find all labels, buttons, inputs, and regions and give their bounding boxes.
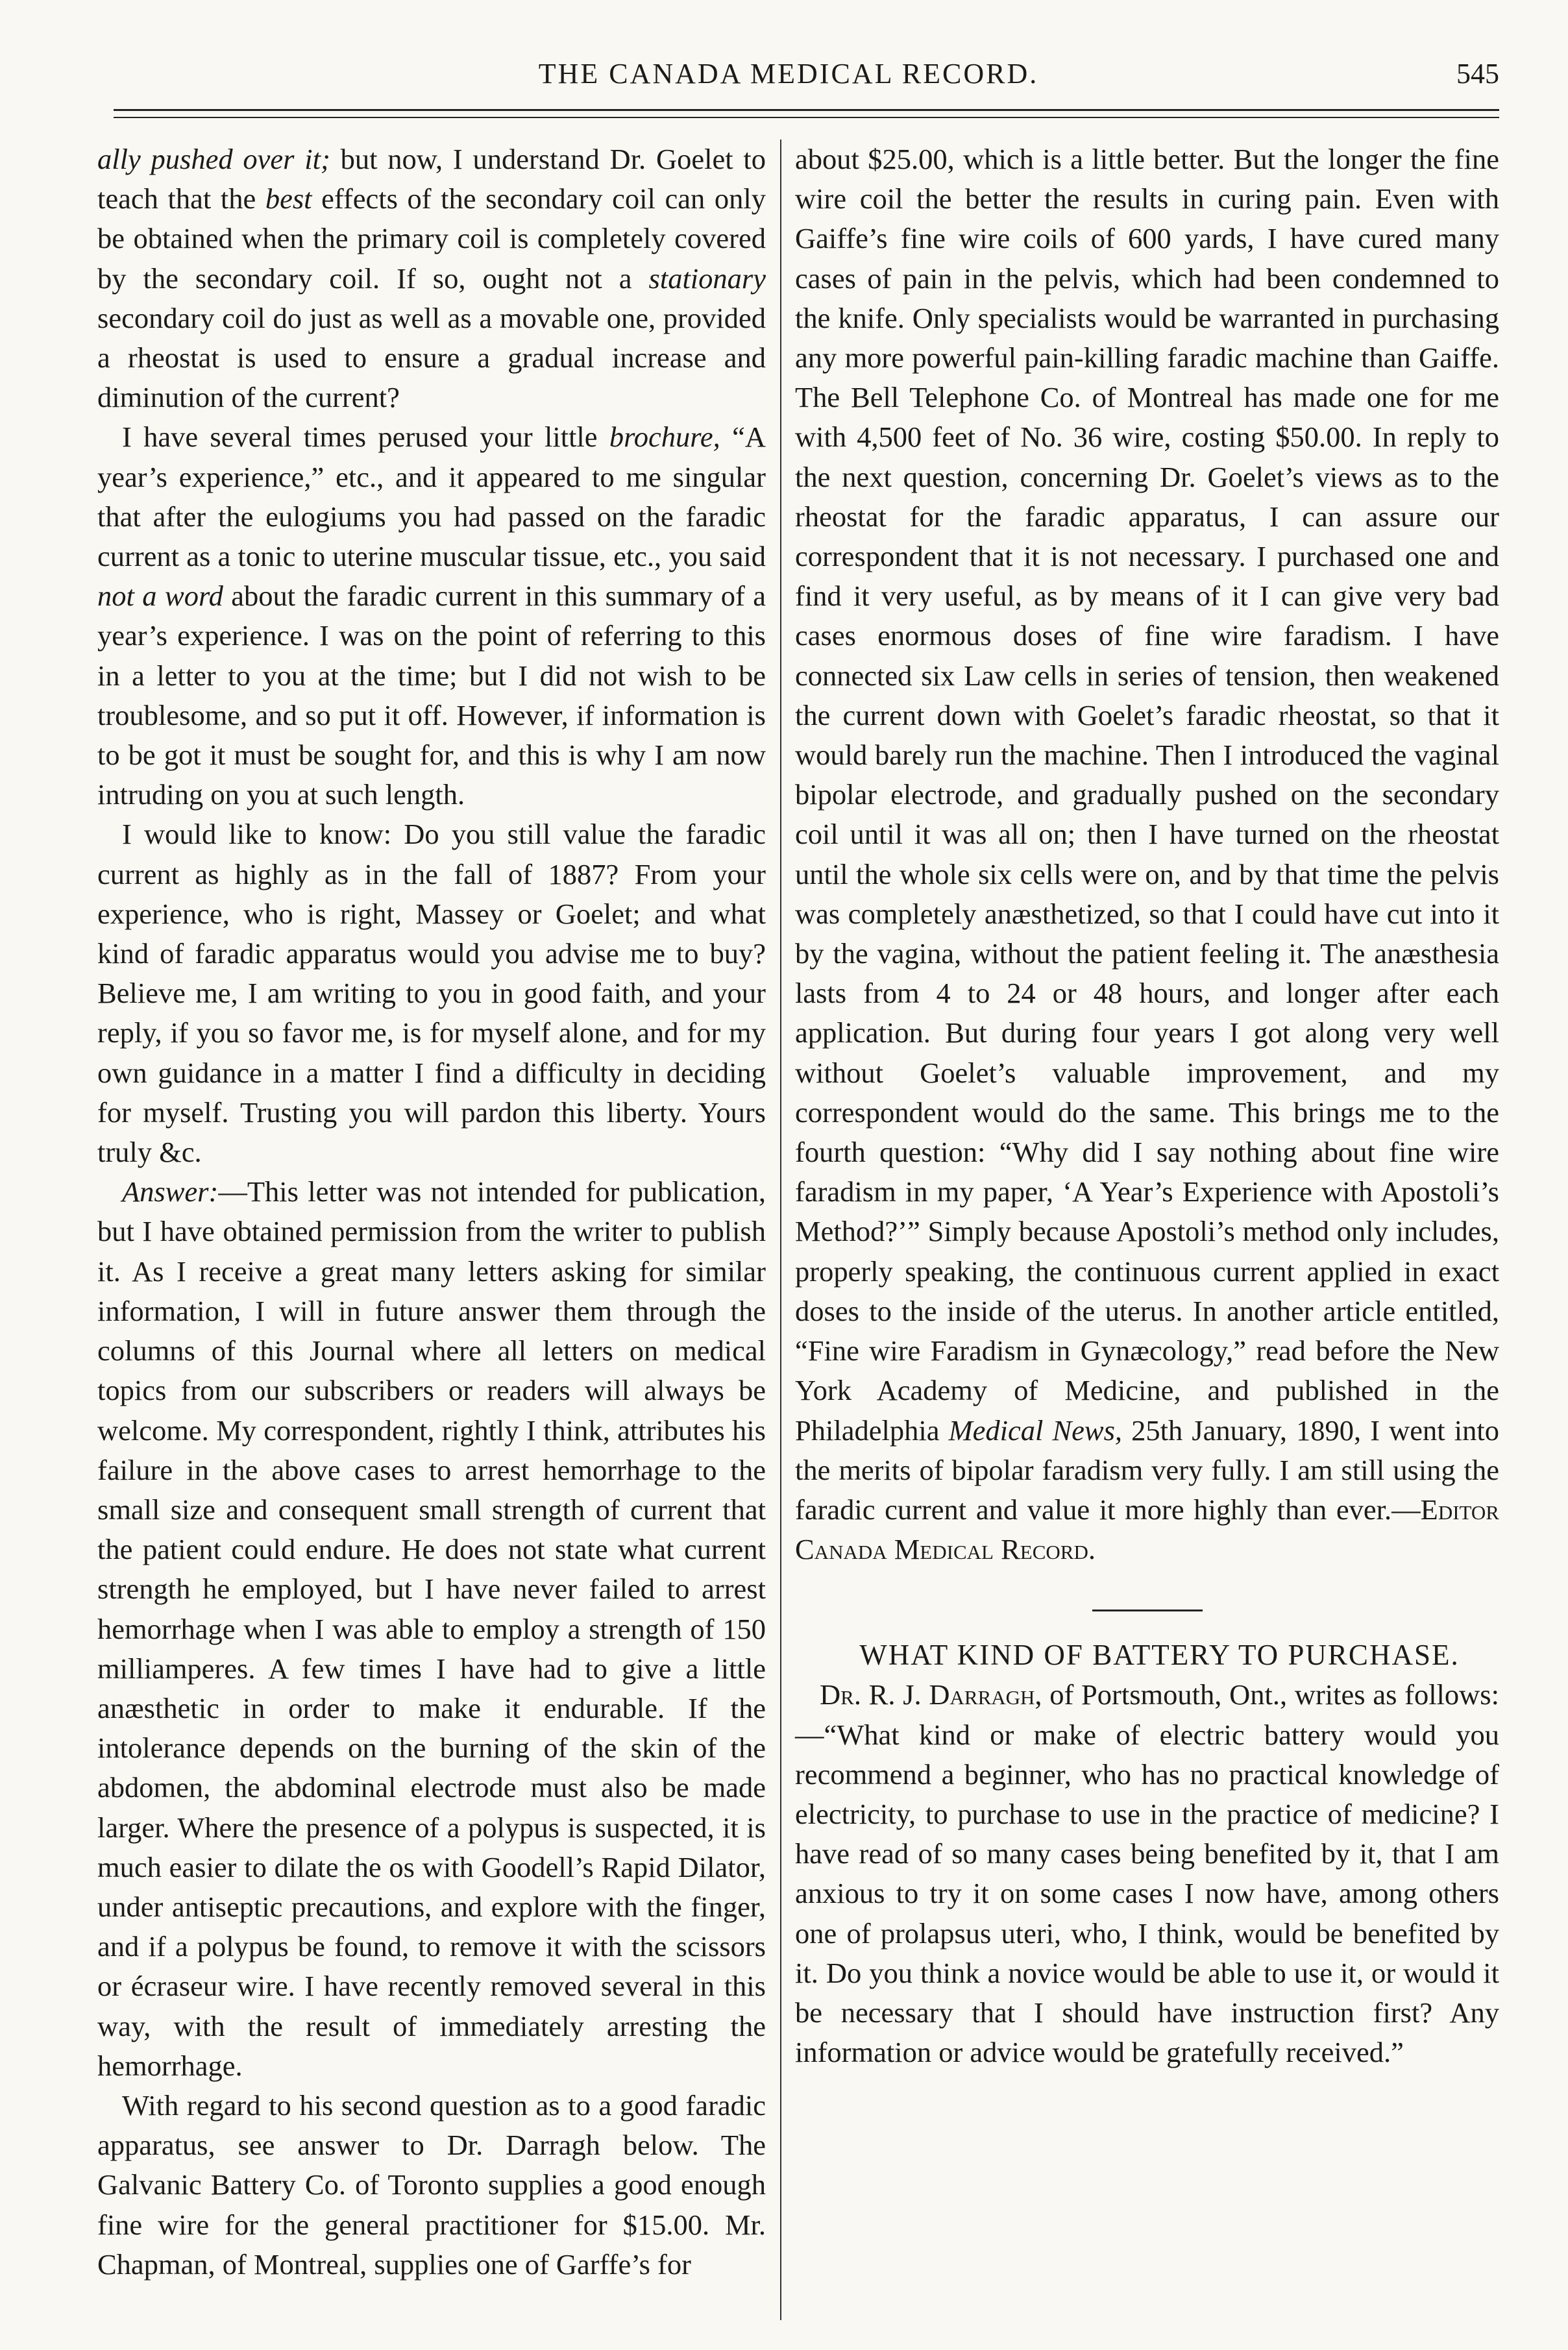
editor-signature: Editor Canada Medical Record.: [795, 1493, 1499, 1566]
italic-word: stationary: [648, 262, 766, 295]
text-run: “A year’s experience,” etc., and it appeared to me singular that after the eulogiums you had passed on the faradic current as a tonic to uterine muscular tissue, etc., you said: [97, 421, 766, 573]
author-name: Dr. R. J. Darragh,: [820, 1678, 1042, 1711]
text-run: I have several times perused your little: [122, 421, 609, 454]
paragraph-second-question: With regard to his second question as to a good faradic apparatus, see answer to Dr. Darragh below. The Galvanic Battery Co. of Toronto supplies a good enough fine wire for the general practitioner for $15.00. Mr. Chapman, of Montreal, supplies one of Garffe’s for: [97, 2088, 766, 2281]
header-rule-top: [114, 109, 1499, 111]
text-run: secondary coil do just as well as a movable one, provided a rheostat is used to ensure a gradual increase and diminution of the current?: [97, 301, 766, 414]
paragraph-question: I would like to know: Do you still value the faradic current as highly as in the fall of 1887? From your experience, who is right, Massey or Goelet; and what kind of faradic apparatus would you advise me to buy? Believe me, I am writing to you in good faith, and your reply, if you so favor me, is for myself alone, and for my own guidance in a matter I find a difficulty in deciding for myself. Trusting you will pardon this liberty. Yours truly &c.: [97, 818, 766, 1169]
italic-phrase: Medical News,: [948, 1414, 1123, 1447]
left-column: [97, 140, 766, 2284]
text-run: —This letter was not intended for publication, but I have obtained permission from the writer to publish it. As I receive a great many letters asking for similar information, I will in future answer them through the columns of this Journal where all letters on medical topics from our subscribers or readers will always be welcome. My correspondent, rightly I think, attributes his failure in the above cases to arrest hemorrhage to the small size and consequent small strength of current that the patient could endure. He does not state what current strength he employed, but I have never failed to arrest hemorrhage when I was able to employ a strength of 150 milliamperes. A few times I have had to give a little anæsthetic in order to make it endurable. If the intolerance depends on the burning of the skin of the abdomen, the abdominal electrode must also be made larger. Where the presence of a polypus is suspected, it is much easier to dilate the os with Goodell’s Rapid Dilator, under antiseptic precautions, and explore with the finger, and if a polypus be found, to remove it with the scissors or écraseur wire. I have recently removed several in this way, with the result of immediately arresting the hemorrhage.: [97, 1175, 766, 2082]
page-number: 545: [1456, 58, 1499, 90]
paragraph-continued: [97, 140, 766, 417]
text-run: but now, I understand Dr. Goelet to teach that the: [97, 143, 766, 215]
italic-phrase: not a word: [97, 580, 223, 613]
italic-phrase: ally pushed over it;: [97, 143, 330, 175]
section-separator: [1092, 1610, 1203, 1611]
paragraph-brochure: [97, 417, 766, 814]
text-run: 25th January, 1890, I went into the merits of bipolar faradism very fully. I am still using the faradic current and value it more highly than ever.—: [795, 1414, 1499, 1526]
answer-label: Answer:: [122, 1175, 219, 1208]
italic-word: brochure,: [609, 421, 720, 454]
paragraph-letter: [795, 1675, 1499, 2072]
text-run: about $25.00, which is a little better. But the longer the fine wire coil the better the results in curing pain. Even with Gaiffe’s fine wire coils of 600 yards, I have cured many cases of pain in the pelvis, which had been condemned to the knife. Only specialists would be warranted in purchasing any more powerful pain-killing faradic machine than Gaiffe. The Bell Telephone Co. of Montreal has made one for me with 4,500 feet of No. 36 wire, costing $50.00. In reply to the next question, concerning Dr. Goelet’s views as to the rheostat for the faradic apparatus, I can assure our correspondent that it is not necessary. I purchased one and find it very useful, as by means of it I can give very bad cases enormous doses of fine wire faradism. I have connected six Law cells in series of tension, then weakened the current down with Goelet’s faradic rheostat, so that it would barely run the machine. Then I introduced the vaginal bipolar electrode, and gradually pushed on the secondary coil until it was all on; then I have turned on the rheostat until the whole six cells were on, and by that time the pelvis was completely anæsthetized, so that I could have cut into it by the vagina, without the patient feeling it. The anæsthesia lasts from 4 to 24 or 48 hours, and longer after each application. But during four years I got along very well without Goelet’s valuable improvement, and my correspondent would do the same. This brings me to the fourth question: “Why did I say nothing about fine wire faradism in my paper, ‘A Year’s Experience with Apostoli’s Method?’” Simply because Apostoli’s method only includes, properly speaking, the continuous current applied in exact doses to the inside of the uterus. In another article entitled, “Fine wire Faradism in Gynæcology,” read before the New York Academy of Medicine, and published in the Philadelphia: [795, 143, 1499, 1447]
page-header: [78, 57, 1499, 103]
italic-word: best: [265, 182, 312, 215]
right-column: [795, 140, 1499, 2072]
text-run: about the faradic current in this summary of a year’s experience. I was on the point of referring to this in a letter to you at the time; but I did not wish to be troublesome, and so put it off. However, if information is to be got it must be sought for, and this is why I am now intruding on you at such length.: [97, 580, 766, 811]
text-run: effects of the secondary coil can only be obtained when the primary coil is completely covered by the secondary coil. If so, ought not a: [97, 182, 766, 295]
journal-title: THE CANADA MEDICAL RECORD.: [538, 58, 1039, 90]
text-run: of Portsmouth, Ont., writes as follows:—“What kind or make of electric battery would you recommend a beginner, who has no practical knowledge of electricity, to purchase to use in the practice of medicine? I have read of so many cases being benefited by it, that I am anxious to try it on some cases I now have, among others one of prolapsus uteri, who, I think, would be benefited by it. Do you think a novice would be able to use it, or would it be necessary that I should have instruction first? Any information or advice would be gratefully received.”: [795, 1678, 1499, 2069]
column-divider: [780, 140, 781, 2320]
header-rule-bottom: [114, 117, 1499, 118]
paragraph-continued: [795, 140, 1499, 1569]
paragraph-answer: [97, 1172, 766, 2086]
article-heading: WHAT KIND OF BATTERY TO PURCHASE.: [859, 1639, 1460, 1672]
